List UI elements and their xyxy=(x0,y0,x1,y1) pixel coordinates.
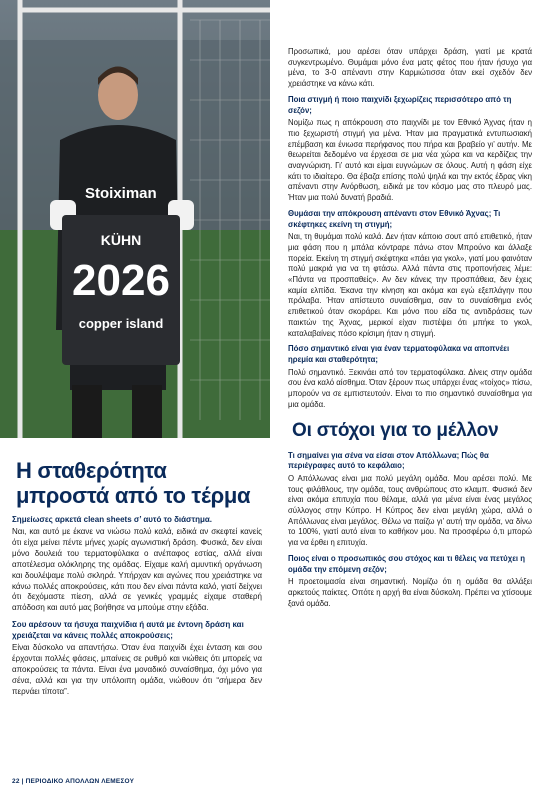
answer: Προσωπικά, μου αρέσει όταν υπάρχει δράση, γιατί με κρατά συγκεντρωμένο. Θυμάμαι μόνο ένα ματς φέτος που ήταν ήσυχο για μένα, το 3-0 απέναντι στην Καρμιώτισσα όταν εκεί σχεδόν δεν χρειάστηκε να κάνω κάτι. xyxy=(288,47,532,89)
jersey-number: 2026 xyxy=(72,256,170,305)
jersey-sponsor: copper island xyxy=(78,316,164,331)
section-title-future-goals: Οι στόχοι για το μέλλον xyxy=(292,419,499,441)
answer: Η προετοιμασία είναι σημαντική. Νομίζω ότι η ομάδα θα αλλάξει αρκετούς παίκτες. Οπότε η αρχή θα είναι δύσκολη. Πρέπει να χτίσουμε ξανά ομάδα. xyxy=(288,577,532,608)
answer: Είναι δύσκολο να απαντήσω. Όταν ένα παιχνίδι έχει ένταση και σου έρχονται πολλές φάσεις, μπαίνεις σε ρυθμό και νιώθεις ότι μπορείς να αποκρούσεις τα πάντα. Είναι ένα μοναδικό συναίσθημα, όχι μόνο για σένα, αλλά και για την υπόλοιπη ομάδα, νιώθουν ότι “σήμερα δεν περνάει τίποτα”. xyxy=(12,643,262,696)
left-column xyxy=(12,458,262,703)
question: Πόσο σημαντικό είναι για έναν τερματοφύλακα να αποπνέει ηρεμία και σταθερότητα; xyxy=(288,344,510,364)
question: Τι σημαίνει για σένα να είσαι στον Απόλλωνα; Πώς θα περιέγραφες αυτό το κεφάλαιο; xyxy=(288,450,489,471)
answer: Ο Απόλλωνας είναι μια πολύ μεγάλη ομάδα. Μου αρέσει πολύ. Με τους φιλάθλους, την ομάδα, τους ανθρώπους στο κλαμπ. Φυσικά δεν είναι ακόμα επιτυχία που θέλαμε, αλλά για μένα είναι ένας μεγάλος σύλλογος στην Κύπρο. Η Κύπρος δεν είναι μεγάλη χώρα, αλλά ο Απόλλωνας είναι μεγάλος. Θέλω να παίζω γι’ αυτή την ομάδα, να δίνω το 100%, γιατί αυτό είναι το καθήκον μου. Να προσφέρω ό,τι μπορώ για να έρθει η επιτυχία. xyxy=(288,473,532,548)
answer: Ναι, τη θυμάμαι πολύ καλά. Δεν ήταν κάποιο σουτ από επιθετικό, ήταν μια φάση που η μπάλα κόντραρε πάνω στον Μπρούνο και άλλαξε πορεία. Εκείνη τη στιγμή σκέφτηκα «πάει για γκολ», γιατί μου φαινόταν πολύ μακριά για να τη φτάσω. Αλλά πάντα στις προπονήσεις λέμε: «Πάντα να προσπαθείς». Αν δεν κάνεις την προσπάθεια, δεν έχεις καμία ελπίδα. Έκανα την κίνηση και ακόμα και εγώ εξεπλάγην που πρόλαβα. Ήταν απίστευτο συναίσθημα, σαν το συναίσθημα ενός επιθετικού όταν σκοράρει. Και μόνο που είδα τις αντιδράσεις των παικτών της Άχνας, μερικοί είχαν πιστέψει ότι μπήκε το γκολ, καταλαβαίνεις πόσο κρίσιμη ήταν η στιγμή. xyxy=(288,232,532,338)
jersey-name: KÜHN xyxy=(100,232,142,248)
page-footer: 22 | ΠΕΡΙΟΔΙΚΟ ΑΠΟΛΛΩΝ ΛΕΜΕΣΟΥ xyxy=(12,778,135,785)
question: Ποιος είναι ο προσωπικός σου στόχος και τι θέλεις να πετύχει η ομάδα την επόμενη σεζόν; xyxy=(288,553,526,574)
answer: Ναι, και αυτό με έκανε να νιώσω πολύ καλά, ειδικά αν σκεφτεί κανείς ότι είχα μείνει πέντε μήνες χωρίς αγωνιστική δράση. Φυσικά, δεν είναι μόνο δουλειά του τερματοφύλακα ο ανέπαφος εστίας, αλλά είναι αποτέλεσμα ολόκληρης της ομάδας. Είχαμε καλή αμυντική οργάνωση και δουλέψαμε πολύ σκληρά. Υπήρχαν και αγώνες που χρειάστηκε να κάνω πολλές αποκρούσεις, κάτι που δεν είναι πάντα καλό, γιατί δείχνει ότι δεχόμαστε πίεση, αλλά σε γενικές γραμμές είχαμε σταθερή απόδοση και αυτό μας βοήθησε να μπούμε στην εξάδα. xyxy=(12,527,262,613)
player-photo xyxy=(0,0,270,438)
answer: Νομίζω πως η απόκρουση στο παιχνίδι με τον Εθνικό Άχνας ήταν η πιο ξεχωριστή στιγμή για μένα. Ήταν μια πραγματικά εντυπωσιακή επέμβαση και ένιωσα περήφανος που πήρα και βραβείο γι’ αυτήν. Με θεωρείται δεδομένο να έρχεσαι σε μια νέα χώρα και να κερδίζεις την αναγνώριση. Γι’ αυτό και είμαι ευγνώμων σε όλους. Αυτή η φάση είχε κάτι το ιδιαίτερο. Θα έβαζα επίσης πολύ ψηλά και την εκτός έδρας νίκη απέναντι στην Ανόρθωση, ειδικά με τον κόσμο μας στο πλευρό μας. Ήταν μια πολύ δυνατή βραδιά. xyxy=(288,118,532,203)
section-title-stability: Η σταθερότητα μπροστά από το τέρμα xyxy=(16,458,251,508)
right-column xyxy=(288,47,532,614)
jersey-brand: Stoiximan xyxy=(85,185,157,202)
question: Ποια στιγμή ή ποιο παιχνίδι ξεχωρίζεις περισσότερο από τη σεζόν; xyxy=(288,94,512,115)
question: Θυμάσαι την απόκρουση απέναντι στον Εθνικό Άχνας; Τι σκέφτηκες εκείνη τη στιγμή; xyxy=(288,208,501,229)
question: Σημείωσες αρκετά clean sheets σ’ αυτό το διάστημα. xyxy=(12,515,213,524)
answer: Πολύ σημαντικό. Ξεκινάει από τον τερματοφύλακα. Δίνεις στην ομάδα σου ένα καλό αίσθημα. Όταν ξέρουν πως υπάρχει ένας «τοίχος» πίσω, μπορούν να σε εμπιστευτούν. Είναι το πιο σημαντικό συναίσθημα για μια ομάδα. xyxy=(288,367,532,409)
question: Σου αρέσουν τα ήσυχα παιχνίδια ή αυτά με έντονη δράση και χρειάζεται να κάνεις πολλές αποκρούσεις; xyxy=(12,620,244,641)
